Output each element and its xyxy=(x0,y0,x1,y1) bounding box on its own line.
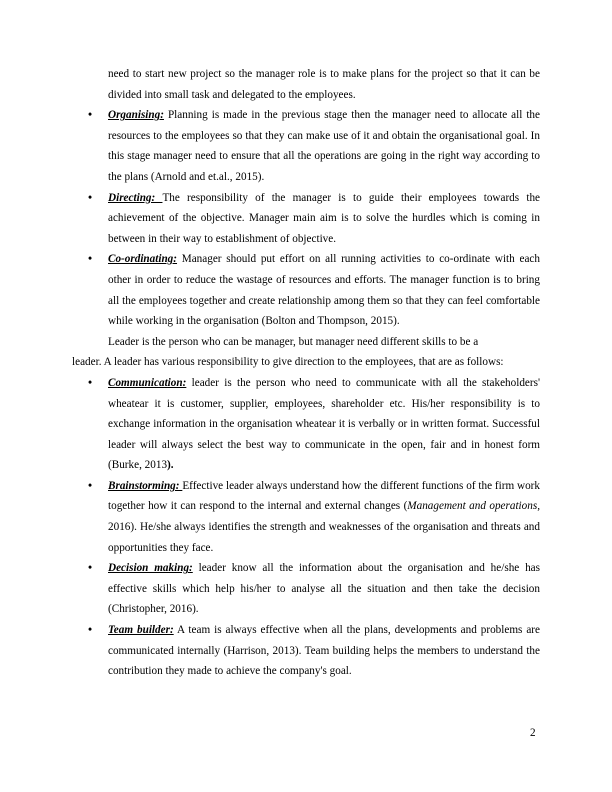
text-organising: Planning is made in the previous stage then the manager need to allocate all the resources to the employees so that they can make use of it and obtain the organisational goal. In this stage manager need to ensure that all the operations are going in the right way according to the plans (Arnold and et.al., 2015). xyxy=(108,109,540,183)
citation-management-operations: Management and operations, xyxy=(407,500,541,513)
manager-functions-list xyxy=(88,105,541,332)
leader-paragraph-first-line: Leader is the person who can be manager, but manager need different skills to be a xyxy=(108,335,479,348)
bullet-icon: • xyxy=(88,376,92,389)
intro-continuation: need to start new project so the manager role is to make plans for the project so that it can be divided into small task and delegated to the employees. xyxy=(108,68,540,101)
text-brainstorming-after: 2016). He/she always identifies the strength and weaknesses of the organisation and threats and opportunities they face. xyxy=(108,521,540,554)
body-text xyxy=(72,64,541,682)
text-team-builder: A team is always effective when all the plans, developments and problems are communicated internally (Harrison, 2013). Team building helps the members to understand the contribution they made to achieve the company's goal. xyxy=(108,624,540,678)
list-item-directing xyxy=(88,188,541,250)
bullet-icon: • xyxy=(88,624,92,637)
term-communication: Communication: xyxy=(108,376,187,389)
text-communication-end: ). xyxy=(167,459,174,472)
list-item-organising xyxy=(88,105,540,187)
text-decision-making: leader know all the information about the organisation and he/she has effective skills which help his/her to analyse all the situation and then take the decision (Christopher, 2016). xyxy=(108,562,540,616)
list-item-brainstorming xyxy=(88,476,541,558)
bullet-icon: • xyxy=(88,191,92,204)
term-brainstorming: Brainstorming: xyxy=(108,479,183,492)
list-item-co-ordinating xyxy=(88,249,540,331)
text-co-ordinating: Manager should put effort on all running activities to co-ordinate with each other in order to reduce the wastage of resources and efforts. The manager function is to bring all the employees together and create relationship among them so that they can feel comfortable while working in the organisation (Bolton and Thompson, 2015). xyxy=(108,253,540,328)
term-organising: Organising: xyxy=(108,109,164,122)
list-item-decision-making xyxy=(88,558,540,620)
bullet-icon: • xyxy=(88,562,92,575)
page-number: 2 xyxy=(530,727,536,739)
term-decision-making: Decision making: xyxy=(108,562,193,575)
bullet-icon: • xyxy=(88,109,92,122)
term-directing: Directing: xyxy=(108,191,163,204)
text-brainstorming: Effective leader always understand how the different functions of the firm work together how it can respond to the internal and external changes ( xyxy=(108,479,540,513)
leader-paragraph-rest: leader. A leader has various responsibility to give direction to the employees, that are as follows: xyxy=(72,356,504,369)
bullet-icon: • xyxy=(88,253,92,266)
leader-responsibilities-list xyxy=(88,373,541,682)
text-communication: leader is the person who need to communicate with all the stakeholders' wheatear it is customer, supplier, employees, shareholder etc. His/her responsibility is to exchange information in the organisation wheatear it is verbally or in written format. Successful leader will always select the best way to communicate in the open, fair and in honest form (Burke, 2013 xyxy=(108,376,540,472)
leader-paragraph xyxy=(72,332,540,373)
list-item-team-builder xyxy=(88,620,540,682)
term-co-ordinating: Co-ordinating: xyxy=(108,253,178,266)
list-item-communication xyxy=(88,373,540,476)
term-team-builder: Team builder: xyxy=(108,624,174,637)
bullet-icon: • xyxy=(88,479,92,492)
text-directing: The responsibility of the manager is to guide their employees towards the achievement of the objective. Manager main aim is to solve the hurdles which is coming in between in their way to establishment of objective. xyxy=(108,191,541,245)
